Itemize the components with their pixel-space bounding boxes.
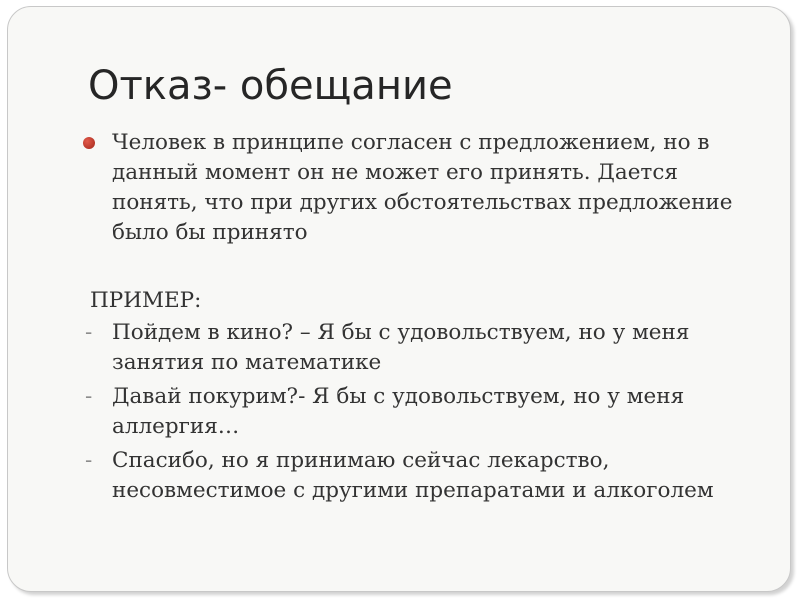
example-text: Пойдем в кино? – Я бы с удовольствуем, но у меня занятия по математике <box>112 320 690 375</box>
example-text: Давай покурим?- Я бы с удовольствуем, но у меня аллергия… <box>112 384 685 439</box>
example-item <box>80 446 740 506</box>
dash-icon: - <box>85 448 93 473</box>
dash-icon: - <box>85 384 93 409</box>
bullet-dot-icon <box>83 137 95 149</box>
example-item <box>80 382 740 442</box>
slide-content <box>80 128 740 510</box>
example-label: ПРИМЕР: <box>90 288 202 313</box>
example-item <box>80 318 740 378</box>
slide-title: Отказ- обещание <box>88 63 453 109</box>
dash-icon: - <box>85 320 93 345</box>
example-text: Спасибо, но я принимаю сейчас лекарство, несовместимое с другими препаратами и алкоголем <box>112 448 714 503</box>
main-bullet-text: Человек в принципе согласен с предложением, но в данный момент он не может его принять. Дается понять, что при других обстоятельствах предложение было бы принято <box>112 130 733 245</box>
main-bullet <box>80 128 740 248</box>
example-list <box>80 318 740 506</box>
